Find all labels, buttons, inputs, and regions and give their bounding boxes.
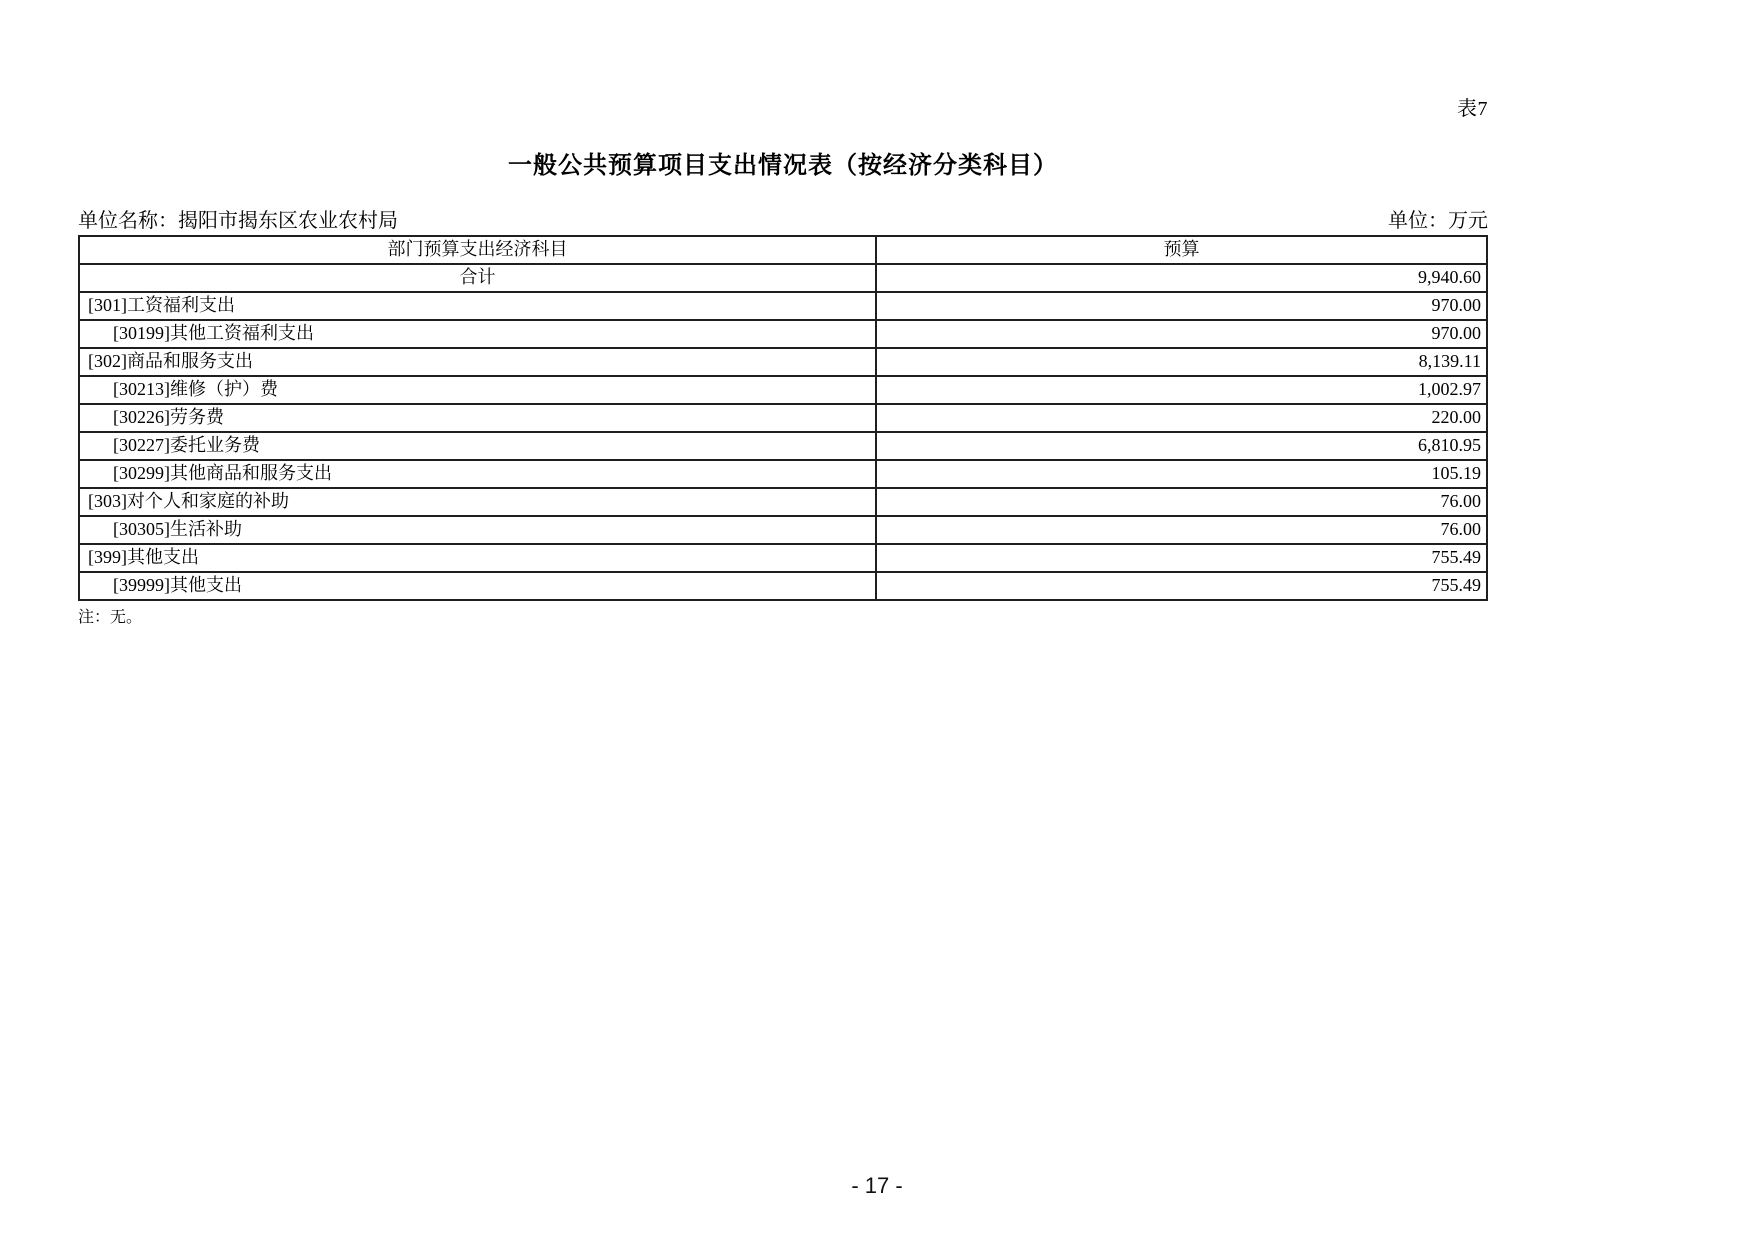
table-row: [79, 264, 1487, 292]
subject-cell: [39999]其他支出: [79, 572, 876, 600]
document-page: [78, 0, 1488, 627]
budget-cell: 755.49: [876, 544, 1487, 572]
table-row: [79, 404, 1487, 432]
budget-cell: 76.00: [876, 488, 1487, 516]
budget-cell: 970.00: [876, 320, 1487, 348]
subject-cell: [30199]其他工资福利支出: [79, 320, 876, 348]
unit-name-label: 单位名称：揭阳市揭东区农业农村局: [78, 210, 398, 232]
subject-cell: [30226]劳务费: [79, 404, 876, 432]
budget-cell: 76.00: [876, 516, 1487, 544]
table-row: [79, 376, 1487, 404]
table-header: [79, 236, 1487, 264]
column-header-subject: 部门预算支出经济科目: [79, 236, 876, 264]
table-row: [79, 348, 1487, 376]
table-row: [79, 432, 1487, 460]
table-row: [79, 544, 1487, 572]
subject-cell: [302]商品和服务支出: [79, 348, 876, 376]
table-row: [79, 460, 1487, 488]
table-row: [79, 292, 1487, 320]
subject-cell: [30299]其他商品和服务支出: [79, 460, 876, 488]
table-row: [79, 320, 1487, 348]
budget-cell: 9,940.60: [876, 264, 1487, 292]
table-number-label: 表7: [1457, 98, 1488, 120]
unit-info-row: [78, 204, 1488, 233]
budget-cell: 8,139.11: [876, 348, 1487, 376]
subject-cell: [30305]生活补助: [79, 516, 876, 544]
budget-cell: 105.19: [876, 460, 1487, 488]
budget-cell: 755.49: [876, 572, 1487, 600]
table-row: [79, 572, 1487, 600]
budget-cell: 1,002.97: [876, 376, 1487, 404]
subject-cell: [301]工资福利支出: [79, 292, 876, 320]
footnote: 注：无。: [78, 609, 143, 626]
page-title: 一般公共预算项目支出情况表（按经济分类科目）: [508, 153, 1058, 179]
table-header-row: [79, 236, 1487, 264]
budget-table: [78, 235, 1488, 601]
budget-cell: 970.00: [876, 292, 1487, 320]
currency-unit-label: 单位：万元: [1388, 210, 1488, 232]
subject-cell: 合计: [79, 264, 876, 292]
subject-cell: [30213]维修（护）费: [79, 376, 876, 404]
table-row: [79, 488, 1487, 516]
subject-cell: [30227]委托业务费: [79, 432, 876, 460]
subject-cell: [303]对个人和家庭的补助: [79, 488, 876, 516]
budget-cell: 220.00: [876, 404, 1487, 432]
page-number: - 17 -: [851, 1173, 903, 1198]
budget-cell: 6,810.95: [876, 432, 1487, 460]
table-body: [79, 264, 1487, 600]
column-header-budget: 预算: [876, 236, 1487, 264]
subject-cell: [399]其他支出: [79, 544, 876, 572]
table-row: [79, 516, 1487, 544]
